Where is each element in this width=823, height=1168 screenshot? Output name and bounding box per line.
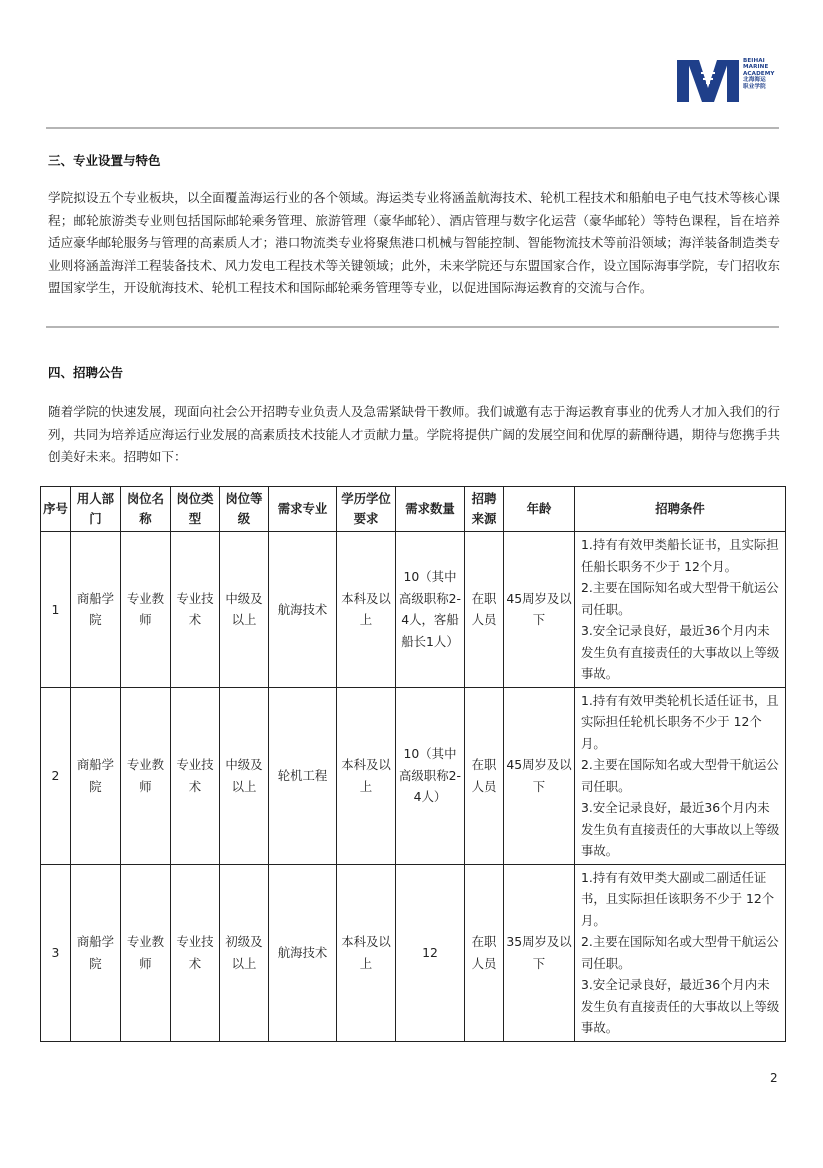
- cell-type: 专业技术: [171, 532, 220, 688]
- cell-age: 45周岁及以下: [504, 687, 575, 864]
- header-dept: 用人部门: [71, 487, 121, 532]
- table-row: [41, 687, 786, 864]
- logo-line: BEIHAI: [743, 58, 765, 64]
- condition-item: 2.主要在国际知名或大型骨干航运公司任职。: [581, 934, 779, 971]
- header-level: 岗位等级: [220, 487, 269, 532]
- cell-edu: 本科及以上: [337, 864, 396, 1041]
- cell-edu: 本科及以上: [337, 687, 396, 864]
- cell-no: 1: [41, 532, 71, 688]
- cell-conditions: [575, 687, 786, 864]
- header-age: 年龄: [504, 487, 575, 532]
- cell-level: 中级及以上: [220, 532, 269, 688]
- divider-top: [46, 127, 779, 129]
- cell-qty: 10（其中高级职称2-4人，客船船长1人）: [396, 532, 465, 688]
- cell-conditions: [575, 864, 786, 1041]
- condition-item: 3.安全记录良好，最近36个月内未发生负有直接责任的大事故以上等级事故。: [581, 623, 780, 681]
- cell-qty: 12: [396, 864, 465, 1041]
- condition-item: 2.主要在国际知名或大型骨干航运公司任职。: [581, 757, 779, 794]
- table-header-row: [41, 487, 786, 532]
- condition-item: 1.持有有效甲类轮机长适任证书，且实际担任轮机长职务不少于 12个月。: [581, 692, 779, 751]
- condition-item: 1.持有有效甲类大副或二副适任证书，且实际担任该职务不少于 12个月。: [581, 869, 775, 928]
- logo-wordmark: [743, 58, 775, 90]
- cell-source: 在职人员: [465, 687, 504, 864]
- cell-no: 2: [41, 687, 71, 864]
- section3-heading: 三、专业设置与特色: [48, 153, 161, 168]
- academy-logo: [677, 58, 775, 104]
- page-number: 2: [770, 1071, 778, 1085]
- condition-item: 3.安全记录良好，最近36个月内未发生负有直接责任的大事故以上等级事故。: [581, 800, 780, 858]
- cell-no: 3: [41, 864, 71, 1041]
- header-qty: 需求数量: [396, 487, 465, 532]
- beihai-m-logo-icon: [677, 58, 739, 104]
- cell-qty: 10（其中高级职称2-4人）: [396, 687, 465, 864]
- table-row: [41, 532, 786, 688]
- table-row: [41, 864, 786, 1041]
- cell-post: 专业教师: [121, 687, 171, 864]
- header-type: 岗位类型: [171, 487, 220, 532]
- header-source: 招聘来源: [465, 487, 504, 532]
- cell-type: 专业技术: [171, 864, 220, 1041]
- cell-post: 专业教师: [121, 864, 171, 1041]
- cell-age: 45周岁及以下: [504, 532, 575, 688]
- cell-source: 在职人员: [465, 532, 504, 688]
- cell-post: 专业教师: [121, 532, 171, 688]
- cell-dept: 商船学院: [71, 532, 121, 688]
- cell-type: 专业技术: [171, 687, 220, 864]
- header-post: 岗位名称: [121, 487, 171, 532]
- logo-line: 职业学院: [743, 83, 766, 90]
- condition-item: 3.安全记录良好，最近36个月内未发生负有直接责任的大事故以上等级事故。: [581, 977, 780, 1035]
- cell-source: 在职人员: [465, 864, 504, 1041]
- recruitment-table: [40, 486, 786, 1042]
- header-cond: 招聘条件: [575, 487, 786, 532]
- cell-edu: 本科及以上: [337, 532, 396, 688]
- cell-level: 初级及以上: [220, 864, 269, 1041]
- logo-line: 北海海运: [743, 77, 766, 84]
- cell-dept: 商船学院: [71, 687, 121, 864]
- logo-line: ACADEMY: [743, 70, 775, 77]
- cell-major: 航海技术: [269, 864, 337, 1041]
- cell-dept: 商船学院: [71, 864, 121, 1041]
- section3-paragraph: 学院拟设五个专业板块，以全面覆盖海运行业的各个领域。海运类专业将涵盖航海技术、轮机工程技术和船舶电子电气技术等核心课程；邮轮旅游类专业则包括国际邮轮乘务管理、旅游管理（豪华邮轮）、酒店管理与数字化运营（豪华邮轮）等特色课程，旨在培养适应豪华邮轮服务与管理的高素质人才；港口物流类专业将聚焦港口机械与智能控制、智能物流技术等前沿领域；海洋装备制造类专业则将涵盖海洋工程装备技术、风力发电工程技术等关键领域；此外，未来学院还与东盟国家合作，设立国际海事学院，专门招收东盟国家学生，开设航海技术、轮机工程技术和国际邮轮乘务管理等专业，以促进国际海运教育的交流与合作。: [48, 190, 780, 295]
- condition-item: 2.主要在国际知名或大型骨干航运公司任职。: [581, 580, 779, 617]
- section4-heading: 四、招聘公告: [48, 365, 124, 380]
- header-no: 序号: [41, 487, 71, 532]
- cell-major: 航海技术: [269, 532, 337, 688]
- cell-age: 35周岁及以下: [504, 864, 575, 1041]
- condition-item: 1.持有有效甲类船长证书，且实际担任船长职务不少于 12个月。: [581, 537, 779, 574]
- logo-line: MARINE: [743, 64, 769, 71]
- section4-paragraph: 随着学院的快速发展，现面向社会公开招聘专业负责人及急需紧缺骨干教师。我们诚邀有志于海运教育事业的优秀人才加入我们的行列，共同为培养适应海运行业发展的高素质技术技能人才贡献力量。学院将提供广阔的发展空间和优厚的薪酬待遇，期待与您携手共创美好未来。招聘如下：: [48, 404, 780, 464]
- cell-major: 轮机工程: [269, 687, 337, 864]
- divider-middle: [46, 326, 779, 328]
- header-major: 需求专业: [269, 487, 337, 532]
- cell-conditions: [575, 532, 786, 688]
- header-edu: 学历学位要求: [337, 487, 396, 532]
- cell-level: 中级及以上: [220, 687, 269, 864]
